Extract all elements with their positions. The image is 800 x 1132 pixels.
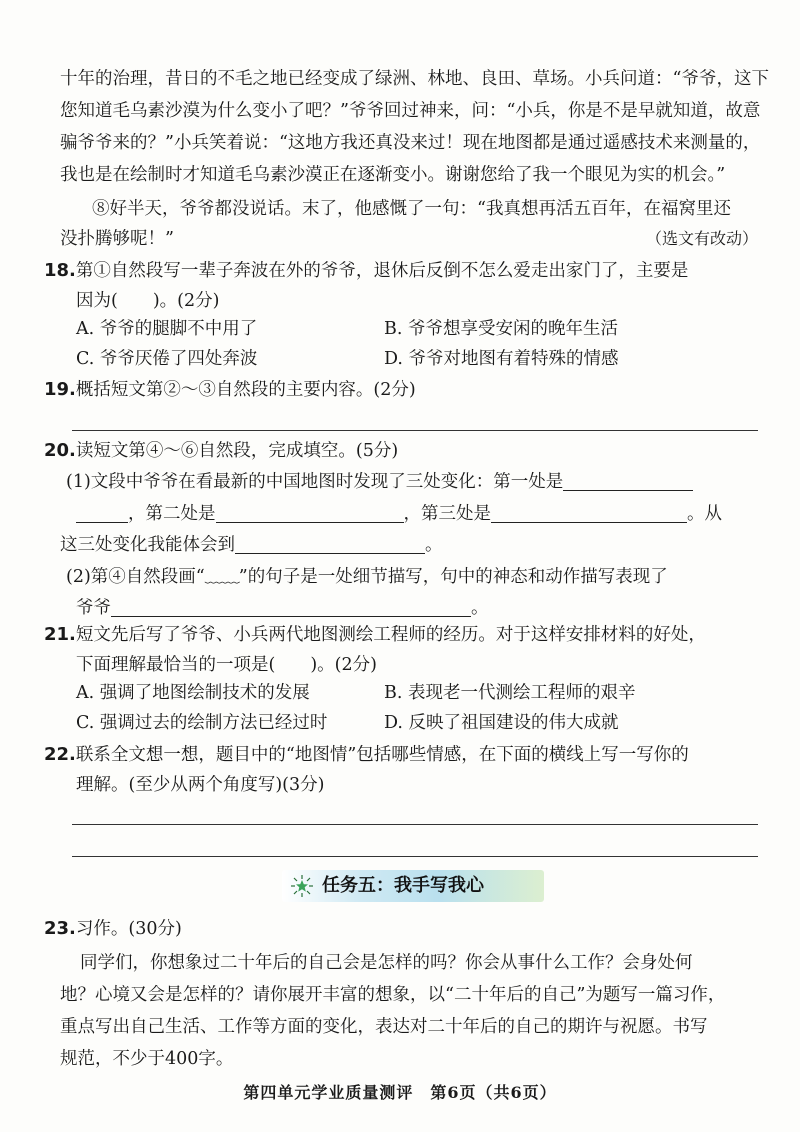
option-b[interactable]: B. 表现老一代测绘工程师的艰辛	[384, 683, 636, 703]
question-text: 因为( )。(2分)	[76, 291, 220, 311]
answer-line[interactable]	[72, 824, 758, 825]
fill-blank-3	[66, 562, 766, 592]
source-note: （选文有改动）	[645, 229, 758, 248]
blank-input[interactable]	[563, 470, 693, 491]
answer-line[interactable]	[72, 856, 758, 857]
passage-line: 您知道毛乌素沙漠为什么变小了吧？”爷爷回过神来，问：“小兵，你是不是早就知道，故意	[60, 101, 761, 121]
question-19	[44, 375, 744, 405]
fill-blank-1-cont	[76, 499, 776, 529]
fill-text: 。	[425, 535, 443, 555]
fill-text: (1)文段中爷爷在看最新的中国地图时发现了三处变化：第一处是	[66, 472, 564, 492]
page-footer: 第四单元学业质量测评 第6页（共6页）	[243, 1083, 557, 1102]
fill-text: ，第三处是	[403, 504, 491, 524]
question-number: 23.	[44, 918, 76, 939]
option-b[interactable]: B. 爷爷想享受安闲的晚年生活	[384, 319, 618, 339]
question-text: 联系全文想一想，题目中的“地图情”包括哪些情感，在下面的横线上写一写你的	[75, 745, 689, 765]
fill-text: ，第二处是	[128, 504, 216, 524]
option-d[interactable]: D. 爷爷对地图有着特殊的情感	[384, 349, 619, 369]
passage-line: 没扑腾够呢！”	[60, 229, 174, 249]
passage-line: 骗爷爷来的？”小兵笑着说：“这地方我还真没来过！现在地图都是通过遥感技术来测量的，	[60, 133, 761, 153]
answer-line[interactable]	[72, 430, 758, 431]
question-number: 19.	[44, 379, 76, 400]
question-text: 习作。(30分)	[75, 919, 182, 939]
question-text: 第①自然段写一辈子奔波在外的爷爷，退休后反倒不怎么爱走出家门了，主要是	[75, 261, 689, 281]
fill-text: 。从	[687, 504, 722, 524]
fill-text: 。	[471, 598, 489, 618]
question-23	[44, 914, 744, 944]
task-title: 任务五：我手写我心	[322, 875, 484, 896]
blank-input[interactable]	[235, 533, 425, 554]
question-text: 概括短文第②～③自然段的主要内容。(2分)	[75, 380, 416, 400]
option-a[interactable]: A. 爷爷的腿脚不中用了	[76, 319, 258, 339]
option-c[interactable]: C. 强调过去的绘制方法已经过时	[76, 713, 328, 733]
question-text: 短文先后写了爷爷、小兵两代地图测绘工程师的经历。对于这样安排材料的好处，	[75, 625, 706, 645]
question-20	[44, 436, 744, 466]
option-a[interactable]: A. 强调了地图绘制技术的发展	[76, 683, 310, 703]
fill-text: 这三处变化我能体会到	[60, 535, 235, 555]
question-number: 20.	[44, 440, 76, 461]
question-21	[44, 620, 744, 650]
question-22	[44, 740, 744, 770]
blank-input[interactable]	[491, 502, 687, 523]
question-number: 22.	[44, 744, 76, 765]
option-c[interactable]: C. 爷爷厌倦了四处奔波	[76, 349, 258, 369]
question-text: 读短文第④～⑥自然段，完成填空。(5分)	[75, 441, 399, 461]
question-18	[44, 256, 744, 286]
passage-line: 我也是在绘制时才知道毛乌素沙漠正在逐渐变小。谢谢您给了我一个眼见为实的机会。”	[60, 165, 726, 185]
question-text: 下面理解最恰当的一项是( )。(2分)	[76, 655, 377, 675]
fill-text: 爷爷	[76, 598, 111, 618]
passage-line: 十年的治理，昔日的不毛之地已经变成了绿洲、林地、良田、草场。小兵问道：“爷爷，这下	[60, 69, 769, 89]
blank-input[interactable]	[216, 502, 404, 523]
prompt-line: 同学们，你想象过二十年后的自己会是怎样的吗？你会从事什么工作？会身处何	[80, 953, 693, 973]
fill-blank-2	[60, 530, 760, 560]
prompt-line: 重点写出自己生活、工作等方面的变化，表达对二十年后的自己的期许与祝愿。书写	[60, 1017, 708, 1037]
question-text: 理解。(至少从两个角度写)(3分)	[76, 775, 325, 795]
star-icon	[290, 874, 314, 898]
question-number: 18.	[44, 260, 76, 281]
blank-input[interactable]	[111, 596, 471, 617]
passage-line: ⑧好半天，爷爷都没说话。末了，他感慨了一句：“我真想再活五百年，在福窝里还	[92, 199, 731, 219]
fill-blank-1	[66, 467, 766, 497]
option-d[interactable]: D. 反映了祖国建设的伟大成就	[384, 713, 619, 733]
task-banner	[282, 870, 544, 902]
prompt-line: 地？心境又会是怎样的？请你展开丰富的想象，以“二十年后的自己”为题写一篇习作，	[60, 985, 726, 1005]
blank-input[interactable]	[76, 502, 128, 523]
fill-text: ”的句子是一处细节描写，句中的神态和动作描写表现了	[238, 567, 668, 587]
wavy-underline-mark: ﹏﹏	[204, 567, 240, 587]
fill-blank-3-cont	[76, 593, 776, 623]
fill-text: (2)第④自然段画“	[66, 567, 205, 587]
prompt-line: 规范，不少于400字。	[60, 1049, 234, 1069]
question-number: 21.	[44, 624, 76, 645]
